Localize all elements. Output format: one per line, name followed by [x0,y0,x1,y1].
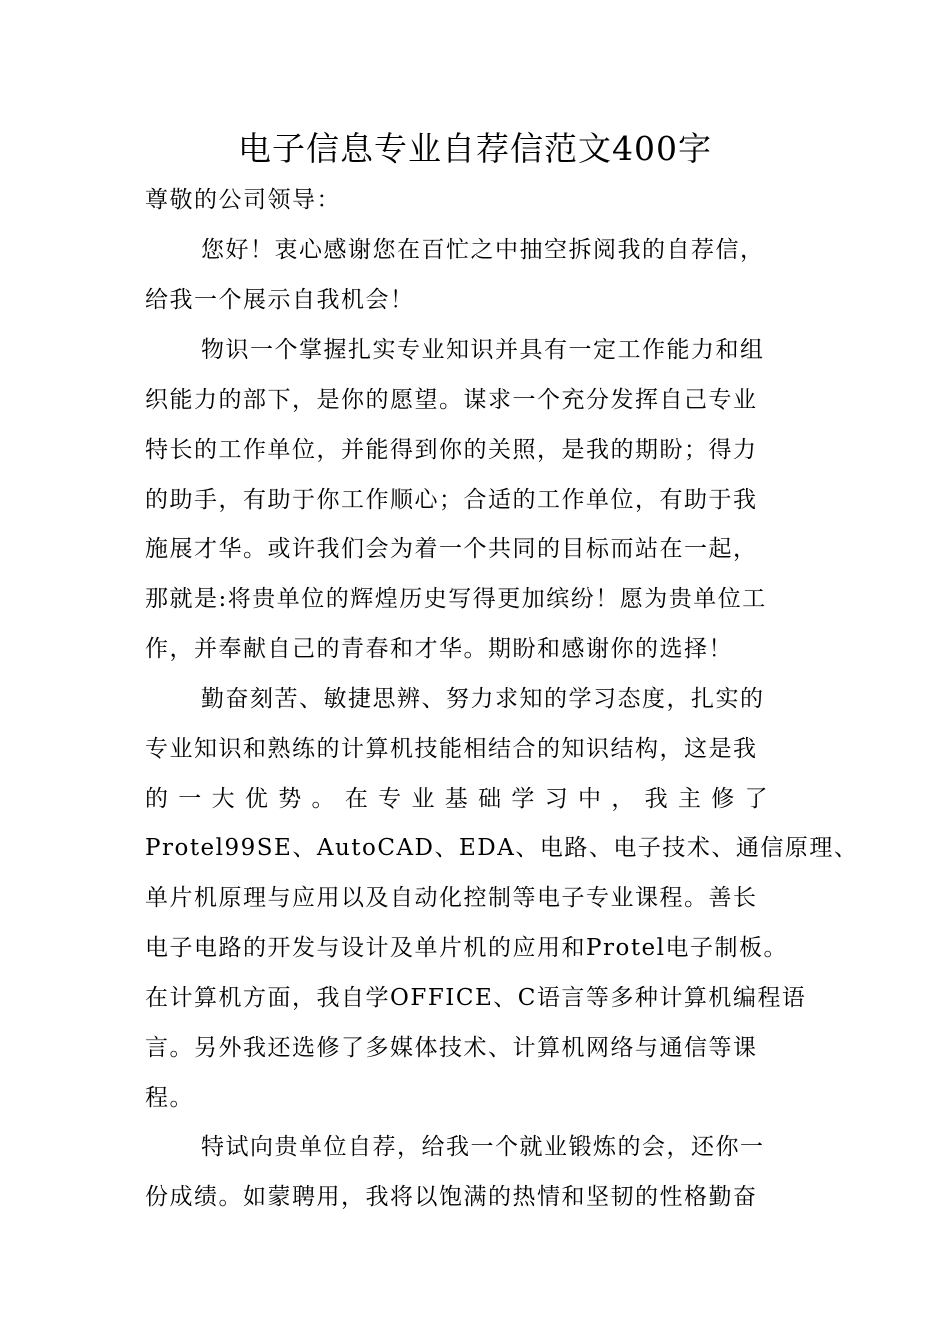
paragraph-line: 的 一 大 优 势 。 在 专 业 基 础 学 习 中 ， 我 主 修 了 [145,786,770,812]
paragraph-line: 物识一个掌握扎实专业知识并具有一定工作能力和组 [201,337,765,363]
paragraph-line: 单片机原理与应用以及自动化控制等电子专业课程。善长 [145,885,758,911]
paragraph-line: 电子电路的开发与设计及单片机的应用和Protel电子制板。 [145,935,789,961]
paragraph-line: 您好！衷心感谢您在百忙之中抽空拆阅我的自荐信， [201,237,765,263]
paragraph-line: 特长的工作单位，并能得到你的关照，是我的期盼；得力 [145,437,758,463]
paragraph-line: 作，并奉献自己的青春和才华。期盼和感谢你的选择！ [145,636,733,662]
paragraph-line: 专业知识和熟练的计算机技能相结合的知识结构，这是我 [145,736,758,762]
paragraph-line: 织能力的部下，是你的愿望。谋求一个充分发挥自己专业 [145,387,758,413]
paragraph-line: 的助手，有助于你工作顺心；合适的工作单位，有助于我 [145,487,758,513]
paragraph-line: 在计算机方面，我自学OFFICE、C语言等多种计算机编程语 [145,985,807,1011]
paragraph-line: 特试向贵单位自荐，给我一个就业锻炼的会，还你一 [201,1134,765,1160]
document-title: 电子信息专业自荐信范文400字 [238,129,712,168]
paragraph-line: 勤奋刻苦、敏捷思辨、努力求知的学习态度，扎实的 [201,686,765,712]
paragraph-line: 言。另外我还选修了多媒体技术、计算机网络与通信等课 [145,1035,758,1061]
paragraph-line: 份成绩。如蒙聘用，我将以饱满的热情和坚韧的性格勤奋 [145,1184,758,1210]
paragraph-line: 那就是:将贵单位的辉煌历史写得更加缤纷！愿为贵单位工 [145,586,767,612]
paragraph-line: 程。 [145,1085,194,1111]
paragraph-line: 给我一个展示自我机会！ [145,287,415,313]
paragraph-line: 施展才华。或许我们会为着一个共同的目标而站在一起， [145,536,758,562]
salutation-line: 尊敬的公司领导： [145,187,341,213]
paragraph-line: Protel99SE、AutoCAD、EDA、电路、电子技术、通信原理、 [145,835,859,861]
